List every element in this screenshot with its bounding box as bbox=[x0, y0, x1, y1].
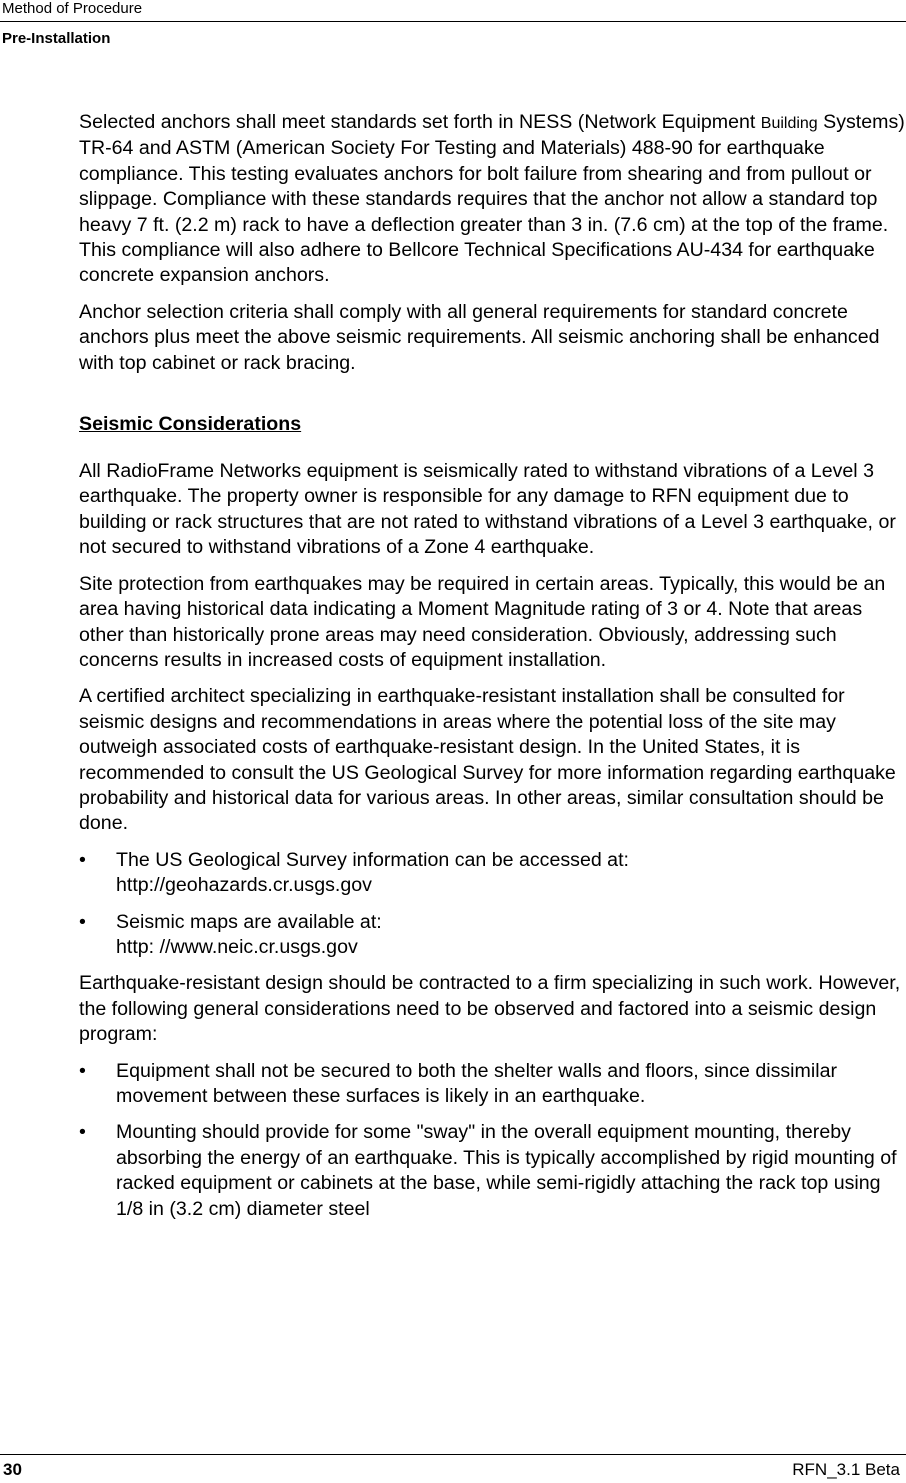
bullet-text: Mounting should provide for some "sway" in the overall equipment mounting, thereby absorbing the energy of an earthquake. This is typically accomplished by rigid mounting of racked equipment or cabinets at the base, while semi-rigidly attaching the rack top using 1/8 in (3.2 cm) diameter steel bbox=[116, 1121, 897, 1220]
bullet-item-seismic-maps bbox=[79, 910, 905, 961]
paragraph-text: Systems) TR-64 and ASTM (American Society For Testing and Materials) 488-90 for earthquake compliance. This testing evaluates anchors for bolt failure from shearing and from pullout or slippage. Compliance with these standards requires that the anchor not allow a standard top heavy 7 ft. (2.2 m) rack to have a deflection greater than 3 in. (7.6 cm) at the top of the frame. This compliance will also adhere to Bellcore Technical Specifications AU-434 for earthquake concrete expansion anchors. bbox=[79, 111, 905, 287]
paragraph-anchor-criteria: Anchor selection criteria shall comply with all general requirements for standard concrete anchors plus meet the above seismic requirements. All seismic anchoring shall be enhanced with top cabinet or rack bracing. bbox=[79, 300, 880, 374]
bullet-text-line: Seismic maps are available at: bbox=[116, 910, 382, 933]
footer-divider bbox=[0, 1454, 906, 1455]
bullet-icon: • bbox=[79, 848, 86, 871]
neic-link[interactable]: http: //www.neic.cr.usgs.gov bbox=[116, 935, 358, 958]
bullet-text: Equipment shall not be secured to both the shelter walls and floors, since dissimilar movement between these surfaces is likely in an earthquake. bbox=[116, 1059, 837, 1107]
paragraph-seismic-rating: All RadioFrame Networks equipment is seismically rated to withstand vibrations of a Level 3 earthquake. The property owner is responsible for any damage to RFN equipment due to building or rack structures that are not rated to withstand vibrations of a Level 3 earthquake, or not secured to withstand vibrations of a Zone 4 earthquake. bbox=[79, 460, 896, 559]
paragraph-site-protection: Site protection from earthquakes may be required in certain areas. Typically, this would be an area having historical data indicating a Moment Magnitude rating of 3 or 4. Note that areas other than historically prone areas may need consideration. Obviously, addressing such concerns results in increased costs of equipment installation. bbox=[79, 572, 886, 671]
paragraph-text-small: Building bbox=[760, 115, 818, 132]
document-body bbox=[79, 110, 905, 1233]
header-title: Method of Procedure bbox=[2, 0, 143, 17]
section-title: Pre-Installation bbox=[2, 30, 111, 47]
document-version: RFN_3.1 Beta bbox=[792, 1460, 900, 1479]
bullet-item-walls-floors bbox=[79, 1059, 905, 1110]
paragraph-text: Selected anchors shall meet standards set forth in NESS (Network Equipment bbox=[79, 111, 761, 133]
bullet-text bbox=[116, 848, 905, 899]
paragraph-anchor-standards bbox=[79, 110, 905, 289]
page-number: 30 bbox=[3, 1460, 22, 1479]
paragraph-design-contract: Earthquake-resistant design should be contracted to a firm specializing in such work. However, the following general considerations need to be observed and factored into a seismic design program: bbox=[79, 972, 901, 1046]
bullet-text bbox=[116, 910, 905, 961]
header-divider bbox=[0, 21, 906, 22]
heading-seismic-considerations: Seismic Considerations bbox=[79, 413, 302, 436]
bullet-icon: • bbox=[79, 1121, 86, 1144]
paragraph-architect: A certified architect specializing in earthquake-resistant installation shall be consulted for seismic designs and recommendations in areas where the potential loss of the site may outweigh associated costs of earthquake-resistant design. In the United States, it is recommended to consult the US Geological Survey for more information regarding earthquake probability and historical data for various areas. In other areas, similar consultation should be done. bbox=[79, 685, 896, 835]
bullet-icon: • bbox=[79, 910, 86, 933]
bullet-icon: • bbox=[79, 1059, 86, 1082]
bullet-item-sway bbox=[79, 1120, 905, 1222]
bullet-text-line: The US Geological Survey information can be accessed at: bbox=[116, 848, 629, 871]
usgs-link[interactable]: http://geohazards.cr.usgs.gov bbox=[116, 874, 372, 897]
bullet-item-usgs bbox=[79, 848, 905, 899]
